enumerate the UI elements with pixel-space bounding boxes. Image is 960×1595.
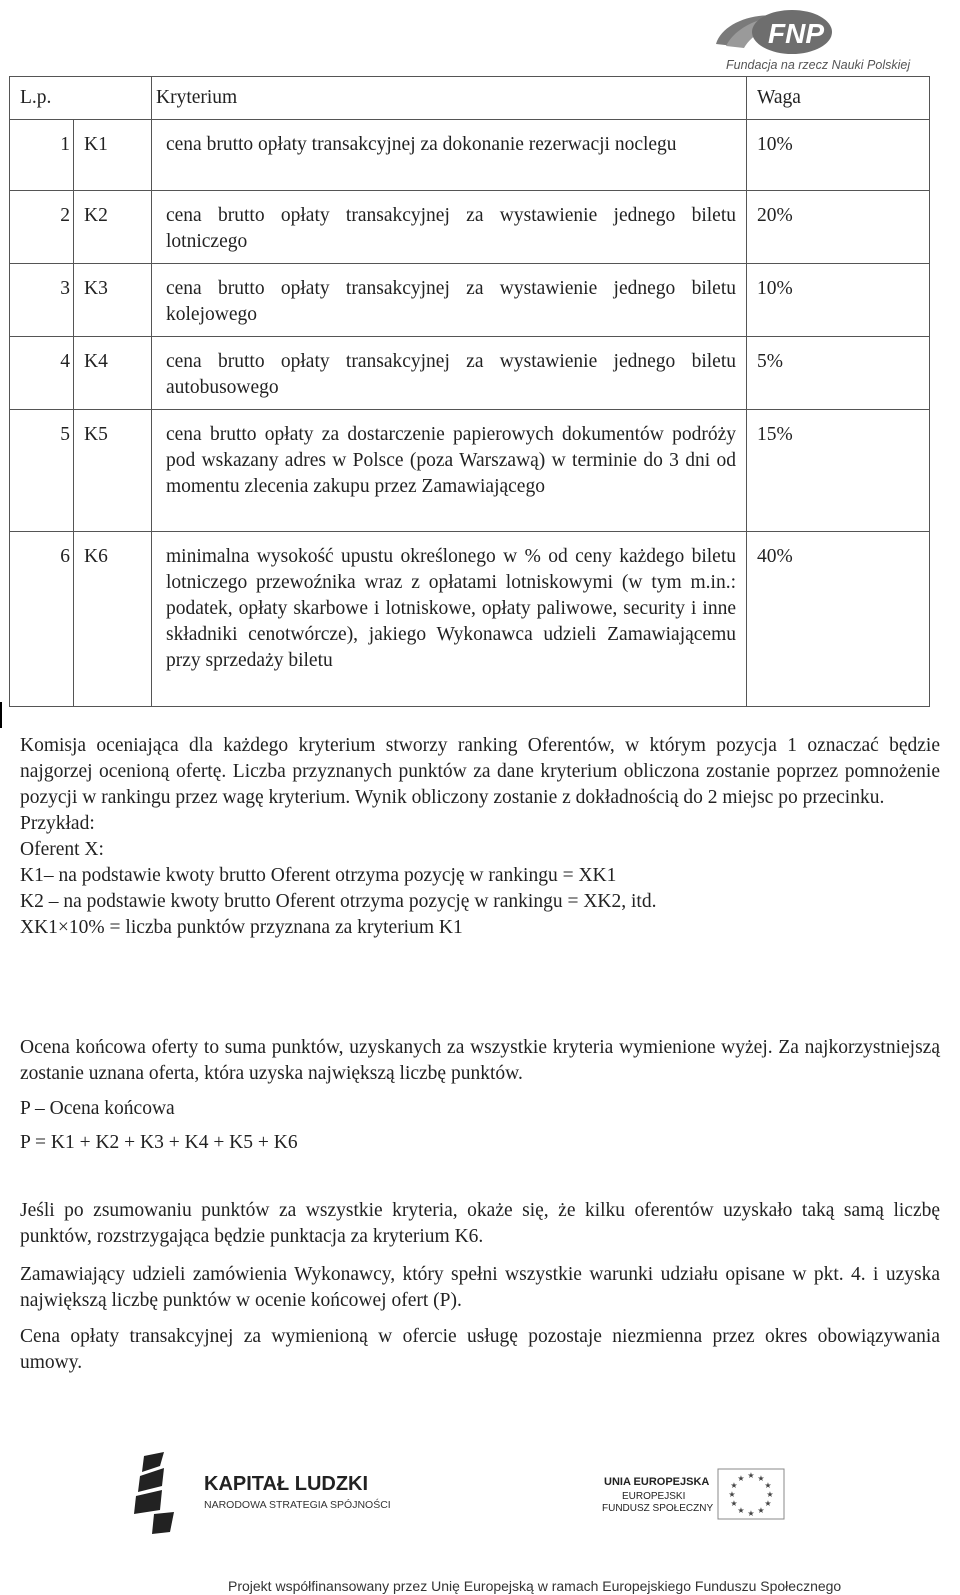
row-number: 4 [10, 337, 74, 410]
example-oferent: Oferent X: [20, 839, 104, 860]
row-description: minimalna wysokość upustu określonego w % od ceny każdego biletu lotniczego przewoźnika wraz z opłatami lotniskowymi (w tym m.in.: podatek, opłaty skarbowe i lotniskowe, opłaty paliwowe, security i inne składniki cenotwórcze), jakiego Wykonawca udzieli Zamawiającemu przy sprzedaży biletu [152, 532, 747, 707]
row-number: 5 [10, 410, 74, 532]
row-code: K5 [74, 410, 152, 532]
header-criterion: Kryterium [152, 77, 747, 120]
final-score-paragraph: Ocena końcowa oferty to suma punktów, uzyskanych za wszystkie kryteria wymienione wyżej. Za najkorzystniejszą zostanie uznana oferta, która uzyska największą liczbę punktów. [20, 1037, 940, 1084]
final-score-formula: P = K1 + K2 + K3 + K4 + K5 + K6 [20, 1132, 298, 1153]
table-row [10, 120, 930, 191]
table-row [10, 264, 930, 337]
row-weight: 10% [747, 264, 930, 337]
row-description: cena brutto opłaty transakcyjnej za wystawienie jednego biletu lotniczego [152, 191, 747, 264]
svg-text:★: ★ [730, 1499, 738, 1508]
svg-text:EUROPEJSKI: EUROPEJSKI [622, 1491, 686, 1502]
ranking-paragraph: Komisja oceniająca dla każdego kryterium stworzy ranking Oferentów, w którym pozycja 1 oznaczać będzie najgorzej ocenioną ofertę. Liczba przyznanych punktów za dane kryterium obliczona zostanie poprzez pomnożenie pozycji w rankingu przez wagę kryterium. Wynik obliczony zostanie z dokładnością do 2 miejsc po przecinku. [20, 735, 940, 808]
ranking-description [20, 733, 940, 941]
row-number: 2 [10, 191, 74, 264]
table-row [10, 532, 930, 707]
svg-text:★: ★ [757, 1474, 765, 1483]
svg-text:★: ★ [747, 1509, 755, 1518]
row-number: 1 [10, 120, 74, 191]
row-number: 6 [10, 532, 74, 707]
svg-text:KAPITAŁ LUDZKI: KAPITAŁ LUDZKI [204, 1473, 369, 1495]
svg-text:NARODOWA STRATEGIA SPÓJNOŚCI: NARODOWA STRATEGIA SPÓJNOŚCI [204, 1499, 391, 1511]
row-weight: 15% [747, 410, 930, 532]
header-lp: L.p. [10, 77, 152, 120]
row-code: K1 [74, 120, 152, 191]
svg-text:FUNDUSZ SPOŁECZNY: FUNDUSZ SPOŁECZNY [602, 1503, 714, 1514]
row-weight: 40% [747, 532, 930, 707]
table-row [10, 410, 930, 532]
example-label: Przykład: [20, 813, 95, 834]
tie-break-paragraph: Jeśli po zsumowaniu punktów za wszystkie kryteria, okaże się, że kilku oferentów uzyskało taką samą liczbę punktów, rozstrzygająca będzie punktacja za kryterium K6. [20, 1200, 940, 1247]
row-weight: 20% [747, 191, 930, 264]
example-k1: K1– na podstawie kwoty brutto Oferent otrzyma pozycję w rankingu = XK1 [20, 865, 617, 886]
svg-text:★: ★ [764, 1481, 772, 1490]
svg-text:UNIA EUROPEJSKA: UNIA EUROPEJSKA [604, 1476, 710, 1488]
row-description: cena brutto opłaty za dostarczenie papierowych dokumentów podróży pod wskazany adres w Polsce (poza Warszawą) w terminie do 3 dni od momentu zlecenia zakupu przez Zamawiającego [152, 410, 747, 532]
kapital-ludzki-mark-icon [134, 1452, 174, 1534]
svg-text:★: ★ [757, 1506, 765, 1515]
row-number: 3 [10, 264, 74, 337]
svg-text:★: ★ [747, 1471, 755, 1480]
row-code: K4 [74, 337, 152, 410]
margin-marker [0, 702, 2, 728]
svg-text:★: ★ [764, 1499, 772, 1508]
fnp-subtitle: Fundacja na rzecz Nauki Polskiej [726, 58, 911, 72]
award-paragraph: Zamawiający udzieli zamówienia Wykonawcy, który spełni wszystkie warunki udziału opisane w pkt. 4. i uzyska największą liczbę punktów w ocenie końcowej ofert (P). [20, 1264, 940, 1311]
svg-text:★: ★ [730, 1481, 738, 1490]
table-header-row [10, 77, 930, 120]
svg-text:★: ★ [766, 1490, 774, 1499]
row-code: K2 [74, 191, 152, 264]
header-weight: Waga [747, 77, 930, 120]
row-description: cena brutto opłaty transakcyjnej za dokonanie rezerwacji noclegu [152, 120, 747, 191]
criteria-table [9, 76, 930, 707]
svg-text:★: ★ [737, 1506, 745, 1515]
example-calc: XK1×10% = liczba punktów przyznana za kryterium K1 [20, 917, 463, 938]
row-code: K3 [74, 264, 152, 337]
row-weight: 5% [747, 337, 930, 410]
svg-text:★: ★ [728, 1490, 736, 1499]
row-weight: 10% [747, 120, 930, 191]
table-row [10, 337, 930, 410]
cofinancing-note: Projekt współfinansowany przez Unię Europejską w ramach Europejskiego Funduszu Społecznego [228, 1578, 842, 1594]
row-code: K6 [74, 532, 152, 707]
final-score-label: P – Ocena końcowa [20, 1098, 175, 1119]
table-row [10, 191, 930, 264]
svg-text:★: ★ [737, 1474, 745, 1483]
row-description: cena brutto opłaty transakcyjnej za wystawienie jednego biletu autobusowego [152, 337, 747, 410]
row-description: cena brutto opłaty transakcyjnej za wystawienie jednego biletu kolejowego [152, 264, 747, 337]
eu-efs-logo [598, 1465, 788, 1525]
eu-flag-icon [718, 1469, 784, 1519]
example-k2: K2 – na podstawie kwoty brutto Oferent otrzyma pozycję w rankingu = XK2, itd. [20, 891, 657, 912]
svg-text:FNP: FNP [768, 18, 824, 49]
price-fixed-paragraph: Cena opłaty transakcyjnej za wymienioną w ofercie usługę pozostaje niezmienna przez okres obowiązywania umowy. [20, 1326, 940, 1373]
kapital-ludzki-logo [130, 1452, 400, 1534]
